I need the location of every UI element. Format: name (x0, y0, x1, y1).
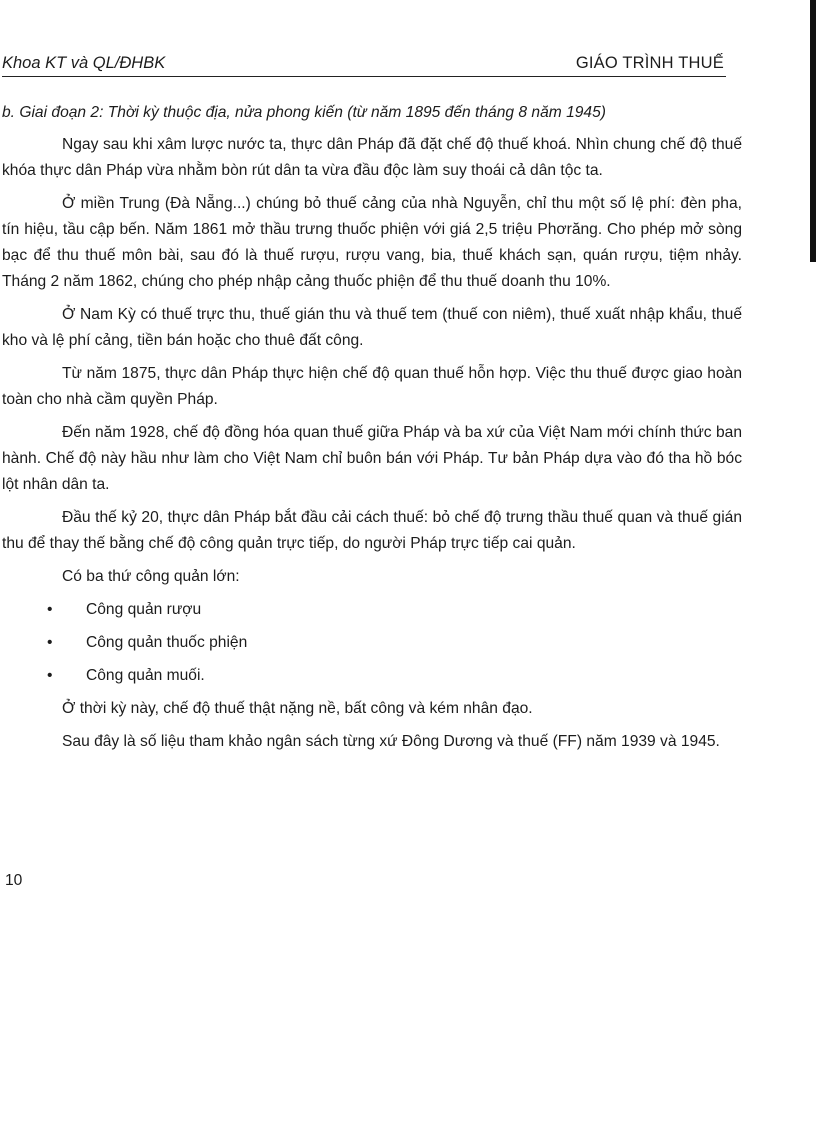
section-heading: b. Giai đoạn 2: Thời kỳ thuộc địa, nửa phong kiến (từ năm 1895 đến tháng 8 năm 1945) (2, 104, 606, 121)
page-content (2, 100, 742, 762)
paragraph-monopolies-intro: Có ba thứ công quản lớn: (62, 568, 240, 585)
paragraph-intro: Ngay sau khi xâm lược nước ta, thực dân Pháp đã đặt chế độ thuế khoá. Nhìn chung chế độ thuế khóa thực dân Pháp vừa nhằm bòn rút dân ta vừa đầu độc làm suy thoái cả dân tộc ta. (2, 136, 742, 179)
bullet-icon: • (47, 667, 53, 684)
scan-edge-bar (810, 0, 816, 262)
page-number: 10 (5, 872, 23, 889)
header-faculty: Khoa KT và QL/ĐHBK (2, 54, 166, 72)
paragraph-assessment: Ở thời kỳ này, chế độ thuế thật nặng nề, bất công và kém nhân đạo. (62, 700, 533, 717)
list-item-text: Công quản rượu (86, 601, 202, 618)
list-item (2, 630, 742, 656)
page-header (2, 54, 726, 77)
paragraph-central-region: Ở miền Trung (Đà Nẵng...) chúng bỏ thuế cảng của nhà Nguyễn, chỉ thu một số lệ phí: đèn pha, tín hiệu, tầu cập bến. Năm 1861 mở thầu trưng thuốc phiện với giá 2,5 triệu Phơrăng. Cho phép mở sòng bạc để thu thuế môn bài, sau đó là thuế rượu, rượu vang, bia, thuế khách sạn, quán rượu, tiệm nhảy. Tháng 2 năm 1862, chúng cho phép nhập cảng thuốc phiện để thu thuế doanh thu 10%. (2, 195, 742, 290)
paragraph-1928: Đến năm 1928, chế độ đồng hóa quan thuế giữa Pháp và ba xứ của Việt Nam mới chính thức ban hành. Chế độ này hầu như làm cho Việt Nam chỉ buôn bán với Pháp. Tư bản Pháp dựa vào đó tha hồ bóc lột nhân dân ta. (2, 424, 742, 493)
paragraph-1875: Từ năm 1875, thực dân Pháp thực hiện chế độ quan thuế hỗn hợp. Việc thu thuế được giao hoàn toàn cho nhà cầm quyền Pháp. (2, 365, 742, 408)
header-book-title: GIÁO TRÌNH THUẾ (575, 54, 724, 72)
paragraph-southern-region: Ở Nam Kỳ có thuế trực thu, thuế gián thu và thuế tem (thuế con niêm), thuế xuất nhập khẩu, thuế kho và lệ phí cảng, tiền bán hoặc cho thuê đất công. (2, 306, 742, 349)
bullet-icon: • (47, 601, 53, 618)
paragraph-tax-reform: Đầu thế kỷ 20, thực dân Pháp bắt đầu cải cách thuế: bỏ chế độ trưng thầu thuế quan và thuế gián thu để thay thế bằng chế độ công quản trực tiếp, do người Pháp trực tiếp cai quản. (2, 509, 742, 552)
bullet-icon: • (47, 634, 53, 651)
paragraph-budget-reference: Sau đây là số liệu tham khảo ngân sách từng xứ Đông Dương và thuế (FF) năm 1939 và 1945. (62, 733, 720, 750)
list-item (2, 663, 742, 689)
list-item-text: Công quản thuốc phiện (86, 634, 248, 651)
monopoly-list (2, 597, 742, 689)
list-item-text: Công quản muối. (86, 667, 205, 684)
list-item (2, 597, 742, 623)
